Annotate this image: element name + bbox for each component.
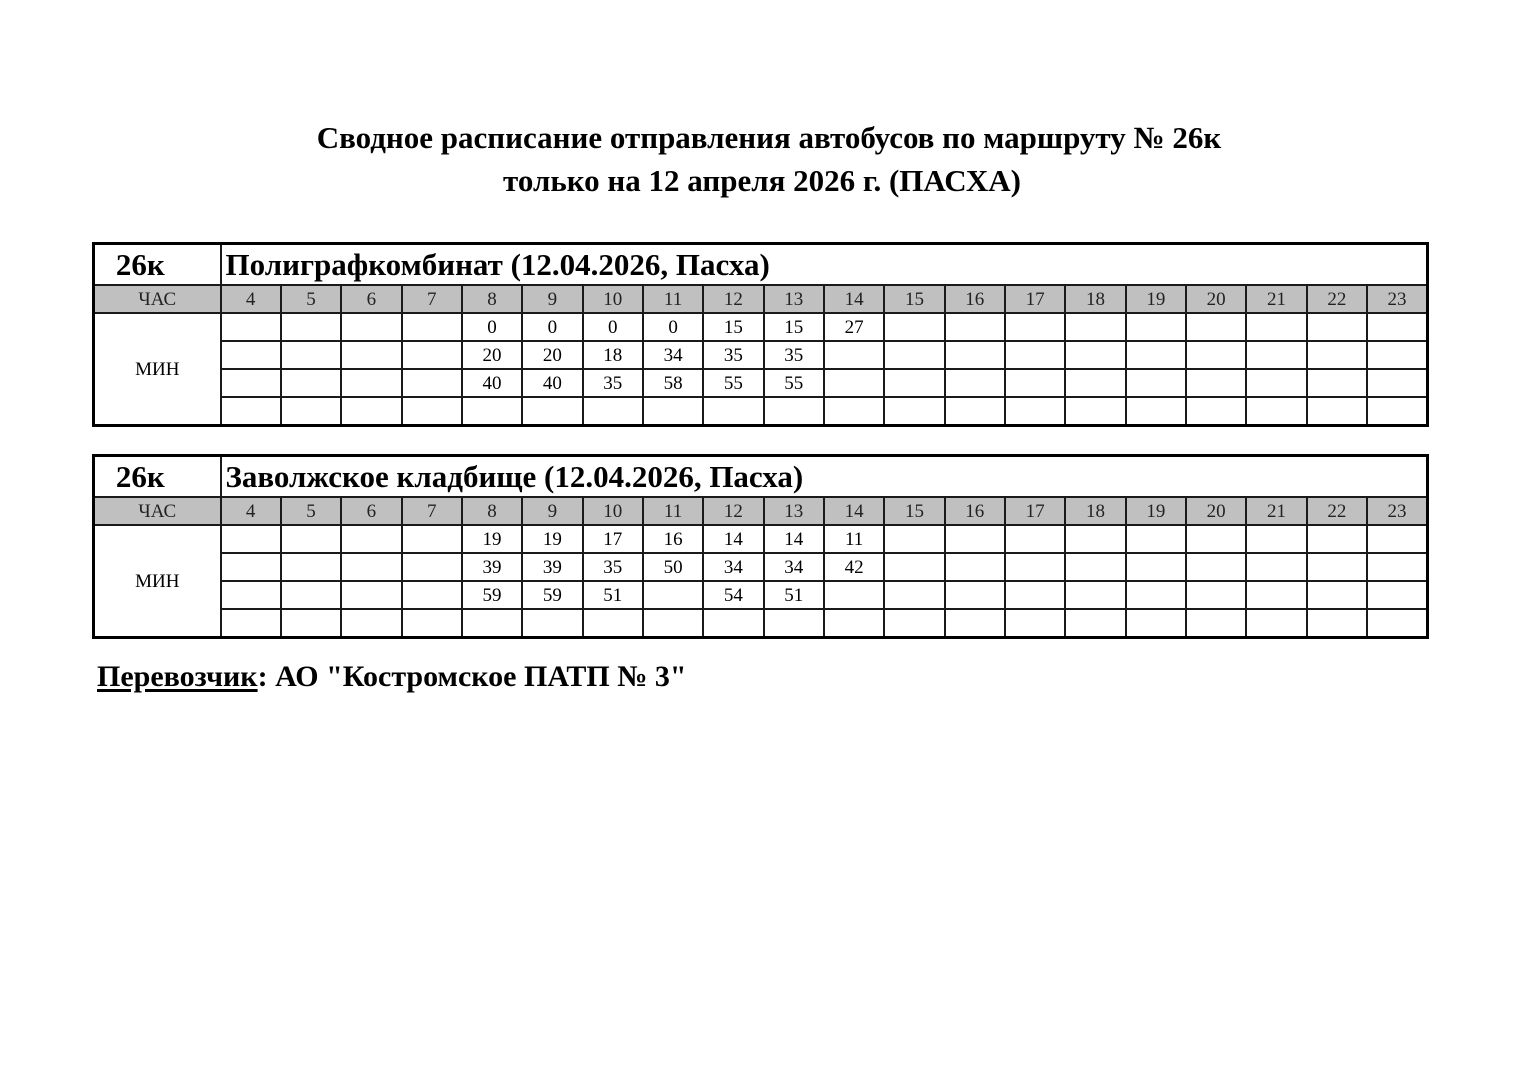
minute-cell	[1307, 397, 1367, 426]
minute-cell	[1246, 313, 1306, 341]
minute-cell	[945, 397, 1005, 426]
minute-cell	[221, 313, 281, 341]
minute-cell	[341, 313, 401, 341]
minute-cell: 39	[522, 553, 582, 581]
document-title-line2: только на 12 апреля 2026 г. (ПАСХА)	[503, 163, 1021, 198]
minute-cell	[341, 525, 401, 553]
minute-cell	[1246, 369, 1306, 397]
hour-cell: 16	[945, 497, 1005, 525]
minute-cell	[1065, 341, 1125, 369]
hour-cell: 8	[462, 285, 522, 313]
minute-cell	[1186, 369, 1246, 397]
minute-cell	[1005, 553, 1065, 581]
hour-cell: 4	[221, 285, 281, 313]
hour-cell: 4	[221, 497, 281, 525]
minute-cell	[1126, 553, 1186, 581]
hour-cell: 9	[522, 497, 582, 525]
minute-cell	[221, 525, 281, 553]
hour-cell: 12	[703, 285, 763, 313]
hour-cell: 14	[824, 285, 884, 313]
minute-cell	[1065, 397, 1125, 426]
hour-cell: 19	[1126, 285, 1186, 313]
minute-cell	[221, 581, 281, 609]
minute-cell	[281, 397, 341, 426]
minute-cell	[1186, 525, 1246, 553]
minute-cell	[945, 525, 1005, 553]
minutes-row	[94, 369, 1428, 397]
minutes-row	[94, 397, 1428, 426]
minute-cell	[1065, 553, 1125, 581]
minute-cell	[1005, 369, 1065, 397]
hour-label: ЧАС	[94, 285, 221, 313]
minute-cell	[522, 397, 582, 426]
minute-cell	[1126, 341, 1186, 369]
minute-cell	[945, 609, 1005, 638]
hour-cell: 6	[341, 497, 401, 525]
hour-cell: 12	[703, 497, 763, 525]
hour-cell: 11	[643, 285, 703, 313]
minute-cell	[824, 341, 884, 369]
minute-cell	[402, 313, 462, 341]
minute-cell: 39	[462, 553, 522, 581]
minute-cell	[402, 609, 462, 638]
minute-cell	[1307, 341, 1367, 369]
minute-cell	[281, 553, 341, 581]
minute-cell	[884, 341, 944, 369]
hour-cell: 10	[583, 497, 643, 525]
minute-cell	[402, 525, 462, 553]
minute-label: МИН	[94, 313, 221, 426]
hour-cell: 16	[945, 285, 1005, 313]
minute-cell	[1126, 581, 1186, 609]
minute-cell	[945, 369, 1005, 397]
minute-cell: 14	[764, 525, 824, 553]
minute-cell: 0	[522, 313, 582, 341]
minute-cell	[1367, 341, 1427, 369]
hour-cell: 13	[764, 497, 824, 525]
minute-cell	[1307, 369, 1367, 397]
hour-cell: 5	[281, 497, 341, 525]
minute-cell	[1065, 369, 1125, 397]
minute-cell	[583, 397, 643, 426]
minute-cell	[1126, 525, 1186, 553]
minute-cell	[1307, 609, 1367, 638]
table-title-row	[94, 244, 1428, 286]
minute-cell	[643, 397, 703, 426]
minute-cell	[1367, 525, 1427, 553]
minute-cell	[945, 341, 1005, 369]
minute-cell	[643, 581, 703, 609]
minute-cell	[462, 609, 522, 638]
minute-cell: 35	[703, 341, 763, 369]
minute-cell: 58	[643, 369, 703, 397]
minute-cell	[824, 581, 884, 609]
minute-cell	[884, 525, 944, 553]
minute-label: МИН	[94, 525, 221, 638]
minute-cell	[1126, 609, 1186, 638]
minute-cell	[703, 609, 763, 638]
hour-cell: 5	[281, 285, 341, 313]
minute-cell	[402, 341, 462, 369]
minute-cell	[402, 397, 462, 426]
minutes-row	[94, 313, 1428, 341]
hour-cell: 17	[1005, 285, 1065, 313]
minute-cell	[1065, 609, 1125, 638]
minute-cell	[341, 397, 401, 426]
minute-cell	[1126, 313, 1186, 341]
carrier-separator: :	[257, 660, 276, 693]
hour-cell: 6	[341, 285, 401, 313]
minute-cell	[1065, 581, 1125, 609]
minutes-row	[94, 581, 1428, 609]
minute-cell	[1005, 581, 1065, 609]
minute-cell	[1065, 525, 1125, 553]
minute-cell	[945, 581, 1005, 609]
minute-cell	[1307, 581, 1367, 609]
minute-cell	[945, 313, 1005, 341]
minute-cell	[281, 525, 341, 553]
minute-cell: 35	[583, 369, 643, 397]
minute-cell: 35	[583, 553, 643, 581]
minute-cell	[1367, 369, 1427, 397]
minute-cell: 42	[824, 553, 884, 581]
minute-cell	[1246, 397, 1306, 426]
hour-cell: 9	[522, 285, 582, 313]
minute-cell	[402, 369, 462, 397]
hour-cell: 11	[643, 497, 703, 525]
minutes-row	[94, 609, 1428, 638]
minute-cell	[1367, 397, 1427, 426]
minute-cell	[341, 581, 401, 609]
minute-cell	[281, 609, 341, 638]
stop-name: Заволжское кладбище (12.04.2026, Пасха)	[221, 456, 1428, 498]
document-title-line1: Сводное расписание отправления автобусов по маршруту № 26к	[316, 120, 1222, 155]
route-number: 26к	[94, 244, 221, 286]
hours-row	[94, 497, 1428, 525]
minute-cell	[1005, 397, 1065, 426]
schedule-table-zavolzhskoe-kladbishche	[92, 454, 1429, 639]
minute-cell	[1246, 581, 1306, 609]
minute-cell	[281, 581, 341, 609]
minute-cell	[1307, 525, 1367, 553]
minute-cell	[1307, 553, 1367, 581]
minute-cell	[1005, 313, 1065, 341]
minute-cell: 51	[583, 581, 643, 609]
minute-cell: 18	[583, 341, 643, 369]
minute-cell: 0	[583, 313, 643, 341]
minute-cell	[884, 581, 944, 609]
minute-cell	[281, 369, 341, 397]
minute-cell: 20	[462, 341, 522, 369]
hour-cell: 13	[764, 285, 824, 313]
minute-cell	[884, 397, 944, 426]
minute-cell	[1246, 525, 1306, 553]
hour-cell: 19	[1126, 497, 1186, 525]
minute-cell	[341, 341, 401, 369]
minute-cell: 55	[764, 369, 824, 397]
minute-cell	[402, 553, 462, 581]
minute-cell	[1186, 397, 1246, 426]
hour-cell: 23	[1367, 285, 1427, 313]
minute-cell	[1186, 313, 1246, 341]
minute-cell	[1307, 313, 1367, 341]
minute-cell: 11	[824, 525, 884, 553]
minute-cell: 51	[764, 581, 824, 609]
minute-cell	[703, 397, 763, 426]
minutes-row	[94, 341, 1428, 369]
minute-cell: 16	[643, 525, 703, 553]
route-number: 26к	[94, 456, 221, 498]
schedule-table-poligrafkombinat	[92, 242, 1429, 427]
minute-cell: 15	[703, 313, 763, 341]
minute-cell	[824, 369, 884, 397]
hour-cell: 22	[1307, 285, 1367, 313]
minute-cell	[1367, 581, 1427, 609]
minute-cell	[402, 581, 462, 609]
minute-cell	[583, 609, 643, 638]
minute-cell: 15	[764, 313, 824, 341]
minute-cell	[1367, 609, 1427, 638]
minute-cell: 19	[462, 525, 522, 553]
hour-cell: 17	[1005, 497, 1065, 525]
minute-cell	[1246, 341, 1306, 369]
minute-cell	[1186, 553, 1246, 581]
minute-cell	[341, 369, 401, 397]
minute-cell	[884, 369, 944, 397]
minute-cell	[221, 397, 281, 426]
minute-cell	[221, 341, 281, 369]
minute-cell	[764, 609, 824, 638]
minute-cell	[221, 553, 281, 581]
stop-name: Полиграфкомбинат (12.04.2026, Пасха)	[221, 244, 1428, 286]
minute-cell: 59	[462, 581, 522, 609]
hour-cell: 18	[1065, 497, 1125, 525]
minute-cell	[884, 609, 944, 638]
hour-cell: 21	[1246, 285, 1306, 313]
minute-cell: 0	[462, 313, 522, 341]
minute-cell: 54	[703, 581, 763, 609]
hour-cell: 15	[884, 497, 944, 525]
minute-cell	[1186, 581, 1246, 609]
minute-cell: 0	[643, 313, 703, 341]
minute-cell	[824, 609, 884, 638]
hour-cell: 21	[1246, 497, 1306, 525]
minute-cell	[884, 313, 944, 341]
minute-cell	[341, 553, 401, 581]
minute-cell	[945, 553, 1005, 581]
minute-cell: 17	[583, 525, 643, 553]
minute-cell: 34	[703, 553, 763, 581]
carrier-label: Перевозчик	[97, 660, 258, 693]
minute-cell: 59	[522, 581, 582, 609]
minute-cell	[1367, 553, 1427, 581]
minute-cell	[1126, 369, 1186, 397]
minute-cell	[221, 609, 281, 638]
minute-cell	[643, 609, 703, 638]
minute-cell	[281, 313, 341, 341]
hour-cell: 7	[402, 285, 462, 313]
minute-cell	[764, 397, 824, 426]
minute-cell: 20	[522, 341, 582, 369]
minute-cell	[884, 553, 944, 581]
minute-cell	[462, 397, 522, 426]
minute-cell	[1065, 313, 1125, 341]
minute-cell: 34	[764, 553, 824, 581]
hour-cell: 18	[1065, 285, 1125, 313]
minute-cell: 50	[643, 553, 703, 581]
hour-cell: 8	[462, 497, 522, 525]
minute-cell	[341, 609, 401, 638]
hour-cell: 7	[402, 497, 462, 525]
minute-cell	[1005, 525, 1065, 553]
minutes-row	[94, 525, 1428, 553]
minute-cell	[522, 609, 582, 638]
hour-cell: 20	[1186, 285, 1246, 313]
minute-cell: 55	[703, 369, 763, 397]
hour-cell: 20	[1186, 497, 1246, 525]
hours-row	[94, 285, 1428, 313]
minute-cell	[1005, 341, 1065, 369]
minute-cell: 40	[462, 369, 522, 397]
minute-cell	[1005, 609, 1065, 638]
hour-label: ЧАС	[94, 497, 221, 525]
table-title-row	[94, 456, 1428, 498]
minute-cell	[1246, 553, 1306, 581]
minute-cell	[1186, 609, 1246, 638]
minute-cell: 40	[522, 369, 582, 397]
minute-cell: 27	[824, 313, 884, 341]
hour-cell: 14	[824, 497, 884, 525]
minute-cell: 19	[522, 525, 582, 553]
minute-cell	[281, 341, 341, 369]
carrier-line	[97, 658, 687, 696]
minute-cell: 35	[764, 341, 824, 369]
minute-cell	[1367, 313, 1427, 341]
carrier-name: АО "Костромское ПАТП № 3"	[275, 660, 687, 693]
hour-cell: 15	[884, 285, 944, 313]
minute-cell	[1186, 341, 1246, 369]
hour-cell: 10	[583, 285, 643, 313]
minute-cell	[824, 397, 884, 426]
minute-cell: 14	[703, 525, 763, 553]
minute-cell	[1126, 397, 1186, 426]
hour-cell: 23	[1367, 497, 1427, 525]
minute-cell: 34	[643, 341, 703, 369]
minute-cell	[1246, 609, 1306, 638]
minute-cell	[221, 369, 281, 397]
hour-cell: 22	[1307, 497, 1367, 525]
minutes-row	[94, 553, 1428, 581]
